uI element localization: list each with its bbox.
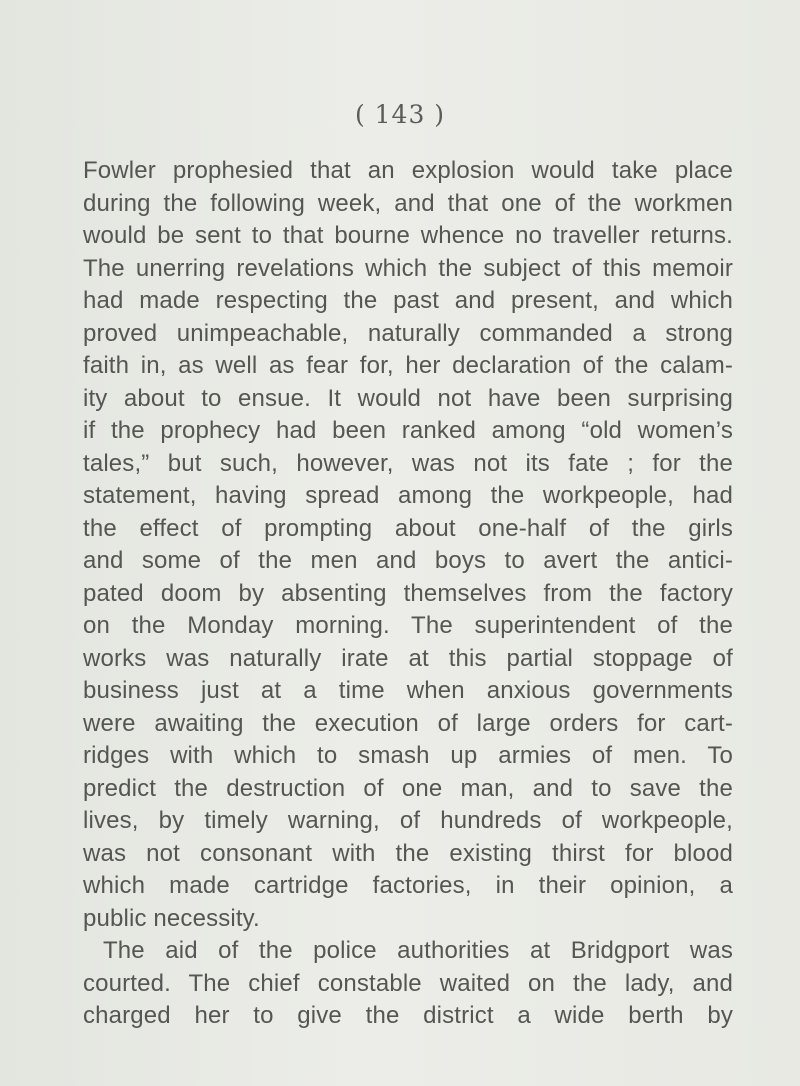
text-line: were awaiting the execution of large orders for cart-	[83, 709, 733, 737]
text-line: The aid of the police authorities at Bridgport was	[103, 937, 733, 964]
text-line: statement, having spread among the workpeople, had	[83, 482, 733, 509]
text-line: ridges with which to smash up armies of men. To	[83, 742, 733, 769]
text-line: lives, by timely warning, of hundreds of workpeople,	[83, 807, 733, 834]
text-line: which made cartridge factories, in their opinion, a	[83, 872, 733, 899]
text-line: public necessity.	[83, 904, 260, 932]
page-number: ( 143 )	[354, 100, 446, 129]
text-line: predict the destruction of one man, and to save the	[83, 774, 733, 802]
text-line: faith in, as well as fear for, her declaration of the calam-	[83, 352, 733, 379]
text-line: The unerring revelations which the subject of this memoir	[83, 254, 733, 282]
text-line: proved unimpeachable, naturally commanded a strong	[83, 319, 733, 347]
body-text	[83, 155, 733, 1033]
text-line: if the prophecy had been ranked among “old women’s	[83, 417, 733, 444]
text-line: tales,” but such, however, was not its fate ; for the	[83, 449, 733, 477]
text-line: during the following week, and that one of the workmen	[83, 189, 733, 217]
text-line: works was naturally irate at this partial stoppage of	[83, 644, 733, 672]
text-line: was not consonant with the existing thirst for blood	[83, 839, 733, 867]
text-line: charged her to give the district a wide berth by	[83, 1002, 733, 1029]
text-line: ity about to ensue. It would not have been surprising	[83, 384, 733, 412]
text-line: had made respecting the past and present, and which	[83, 287, 733, 314]
text-line: on the Monday morning. The superintendent of the	[83, 612, 733, 639]
text-line: the effect of prompting about one-half of the girls	[83, 514, 733, 542]
text-line: courted. The chief constable waited on the lady, and	[83, 969, 733, 997]
text-line: Fowler prophesied that an explosion would take place	[83, 157, 733, 184]
text-line: business just at a time when anxious governments	[83, 677, 733, 704]
text-line: pated doom by absenting themselves from the factory	[83, 579, 733, 607]
text-line: and some of the men and boys to avert the antici-	[83, 547, 733, 574]
text-line: would be sent to that bourne whence no traveller returns.	[83, 222, 733, 249]
